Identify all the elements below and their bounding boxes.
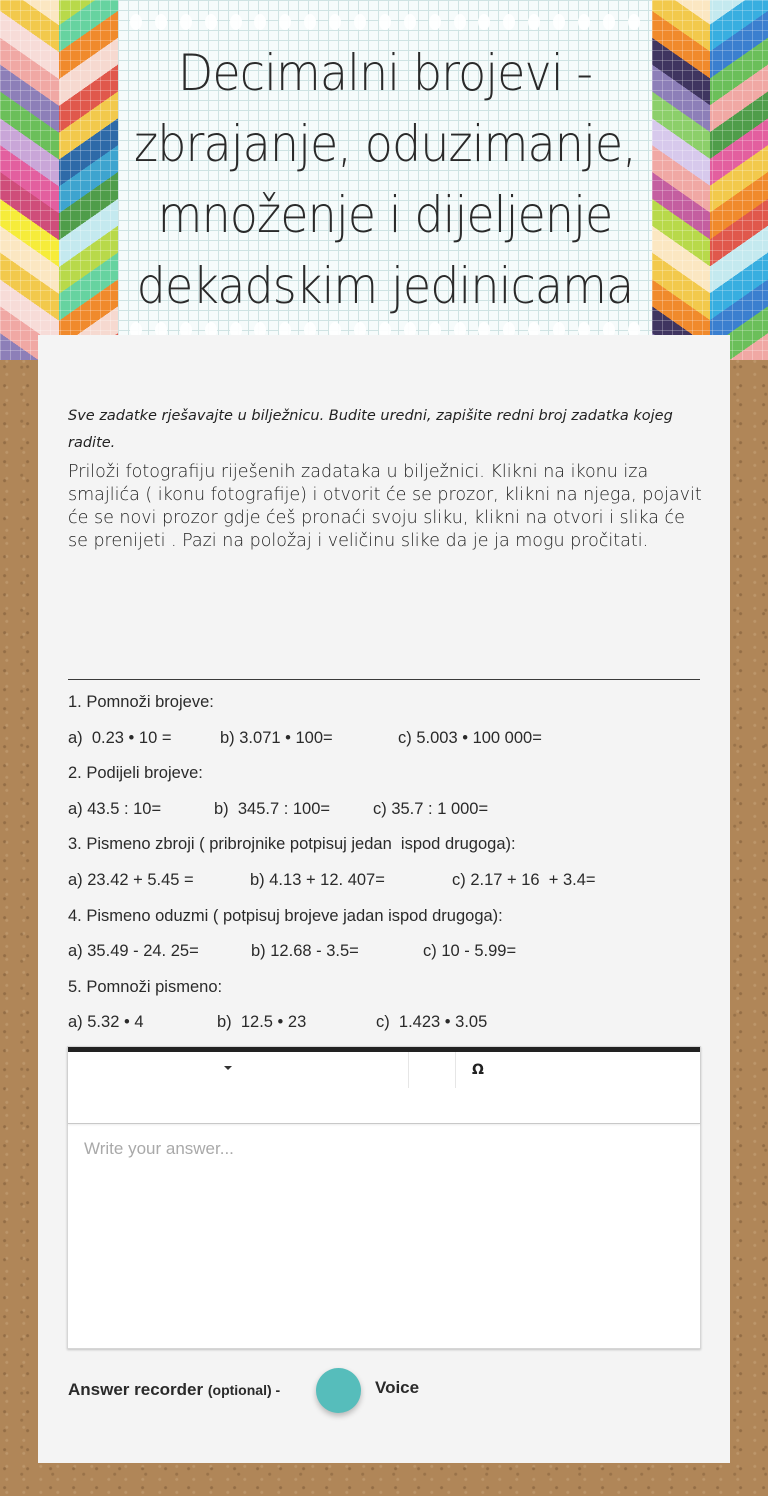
task-item: a) 23.42 + 5.45 = <box>68 870 194 889</box>
task-items <box>68 938 700 974</box>
voice-label: Voice <box>375 1378 420 1397</box>
task-item: a) 35.49 - 24. 25= <box>68 942 199 961</box>
divider <box>68 679 700 680</box>
task-items <box>68 1009 700 1045</box>
toolbar-button[interactable] <box>409 1052 455 1088</box>
task-heading: 4. Pismeno oduzmi ( potpisuj brojeve jadan ispod drugoga): <box>68 906 503 925</box>
task-items <box>68 796 700 832</box>
toolbar-separator <box>455 1052 456 1088</box>
task-item: c) 1.423 • 3.05 <box>376 1013 488 1032</box>
chevron-pattern-left <box>0 0 118 360</box>
task-heading: 1. Pomnoži brojeve: <box>68 693 214 711</box>
answer-recorder <box>68 1367 668 1413</box>
task-item: b) 12.68 - 3.5= <box>251 942 359 961</box>
task-item: c) 2.17 + 16 + 3.4= <box>452 870 596 889</box>
task-items <box>68 725 700 761</box>
format-dropdown[interactable] <box>68 1052 408 1088</box>
task-item: c) 10 - 5.99= <box>423 942 517 961</box>
editor-toolbar <box>68 1052 700 1124</box>
task-heading: 5. Pomnoži pismeno: <box>68 977 223 996</box>
worksheet-card <box>38 335 730 1463</box>
title-line: dekadskim jedinicama <box>136 257 634 315</box>
title-line: množenje i dijeljenje <box>157 186 613 244</box>
caret-down-icon <box>224 1066 232 1070</box>
task-item: c) 35.7 : 1 000= <box>373 799 489 818</box>
task-list <box>68 689 700 1045</box>
task-item: a) 0.23 • 10 = <box>68 728 172 747</box>
task-items <box>68 867 700 903</box>
instructions-bold: Sve zadatke rješavajte u bilježnicu. Budite uredni, zapišite redni broj zadatka kojeg radite. <box>68 408 673 451</box>
task-heading: 3. Pismeno zbroji ( pribrojnike potpisuj jedan ispod drugoga): <box>68 835 516 854</box>
task-item: b) 345.7 : 100= <box>214 799 331 818</box>
task-item: b) 3.071 • 100= <box>220 728 333 747</box>
task-item: a) 5.32 • 4 <box>68 1013 144 1032</box>
notebook-holes-top <box>130 14 640 30</box>
title-line: zbrajanje, oduzimanje, <box>134 115 636 173</box>
instructions-body: Priloži fotografiju riješenih zadataka u bilježnici. Klikni na ikonu iza smajlića ( ikonu fotografije) i otvorit će se prozor, klikni na njega, pojavit će se novi prozor gdje ćeš pronaći svoju sliku, klikni na otvori i slika će se prenijeti . Pazi na položaj i veličinu slike da je ja mogu pročitati. <box>68 462 702 551</box>
record-voice-button[interactable] <box>316 1368 361 1413</box>
task-item: a) 43.5 : 10= <box>68 799 162 818</box>
answer-editor <box>67 1046 701 1349</box>
special-character-icon[interactable]: Ω <box>472 1062 484 1078</box>
task-item: c) 5.003 • 100 000= <box>398 728 542 747</box>
header-banner <box>0 0 768 360</box>
task-heading: 2. Podijeli brojeve: <box>68 764 203 783</box>
page-title <box>114 38 657 322</box>
chevron-pattern-right <box>652 0 768 360</box>
recorder-label: Answer recorder (optional) - <box>68 1380 281 1399</box>
title-line: Decimalni brojevi - <box>177 44 593 102</box>
answer-input[interactable] <box>68 1125 700 1347</box>
task-item: b) 12.5 • 23 <box>217 1013 307 1032</box>
task-item: b) 4.13 + 12. 407= <box>250 870 385 889</box>
